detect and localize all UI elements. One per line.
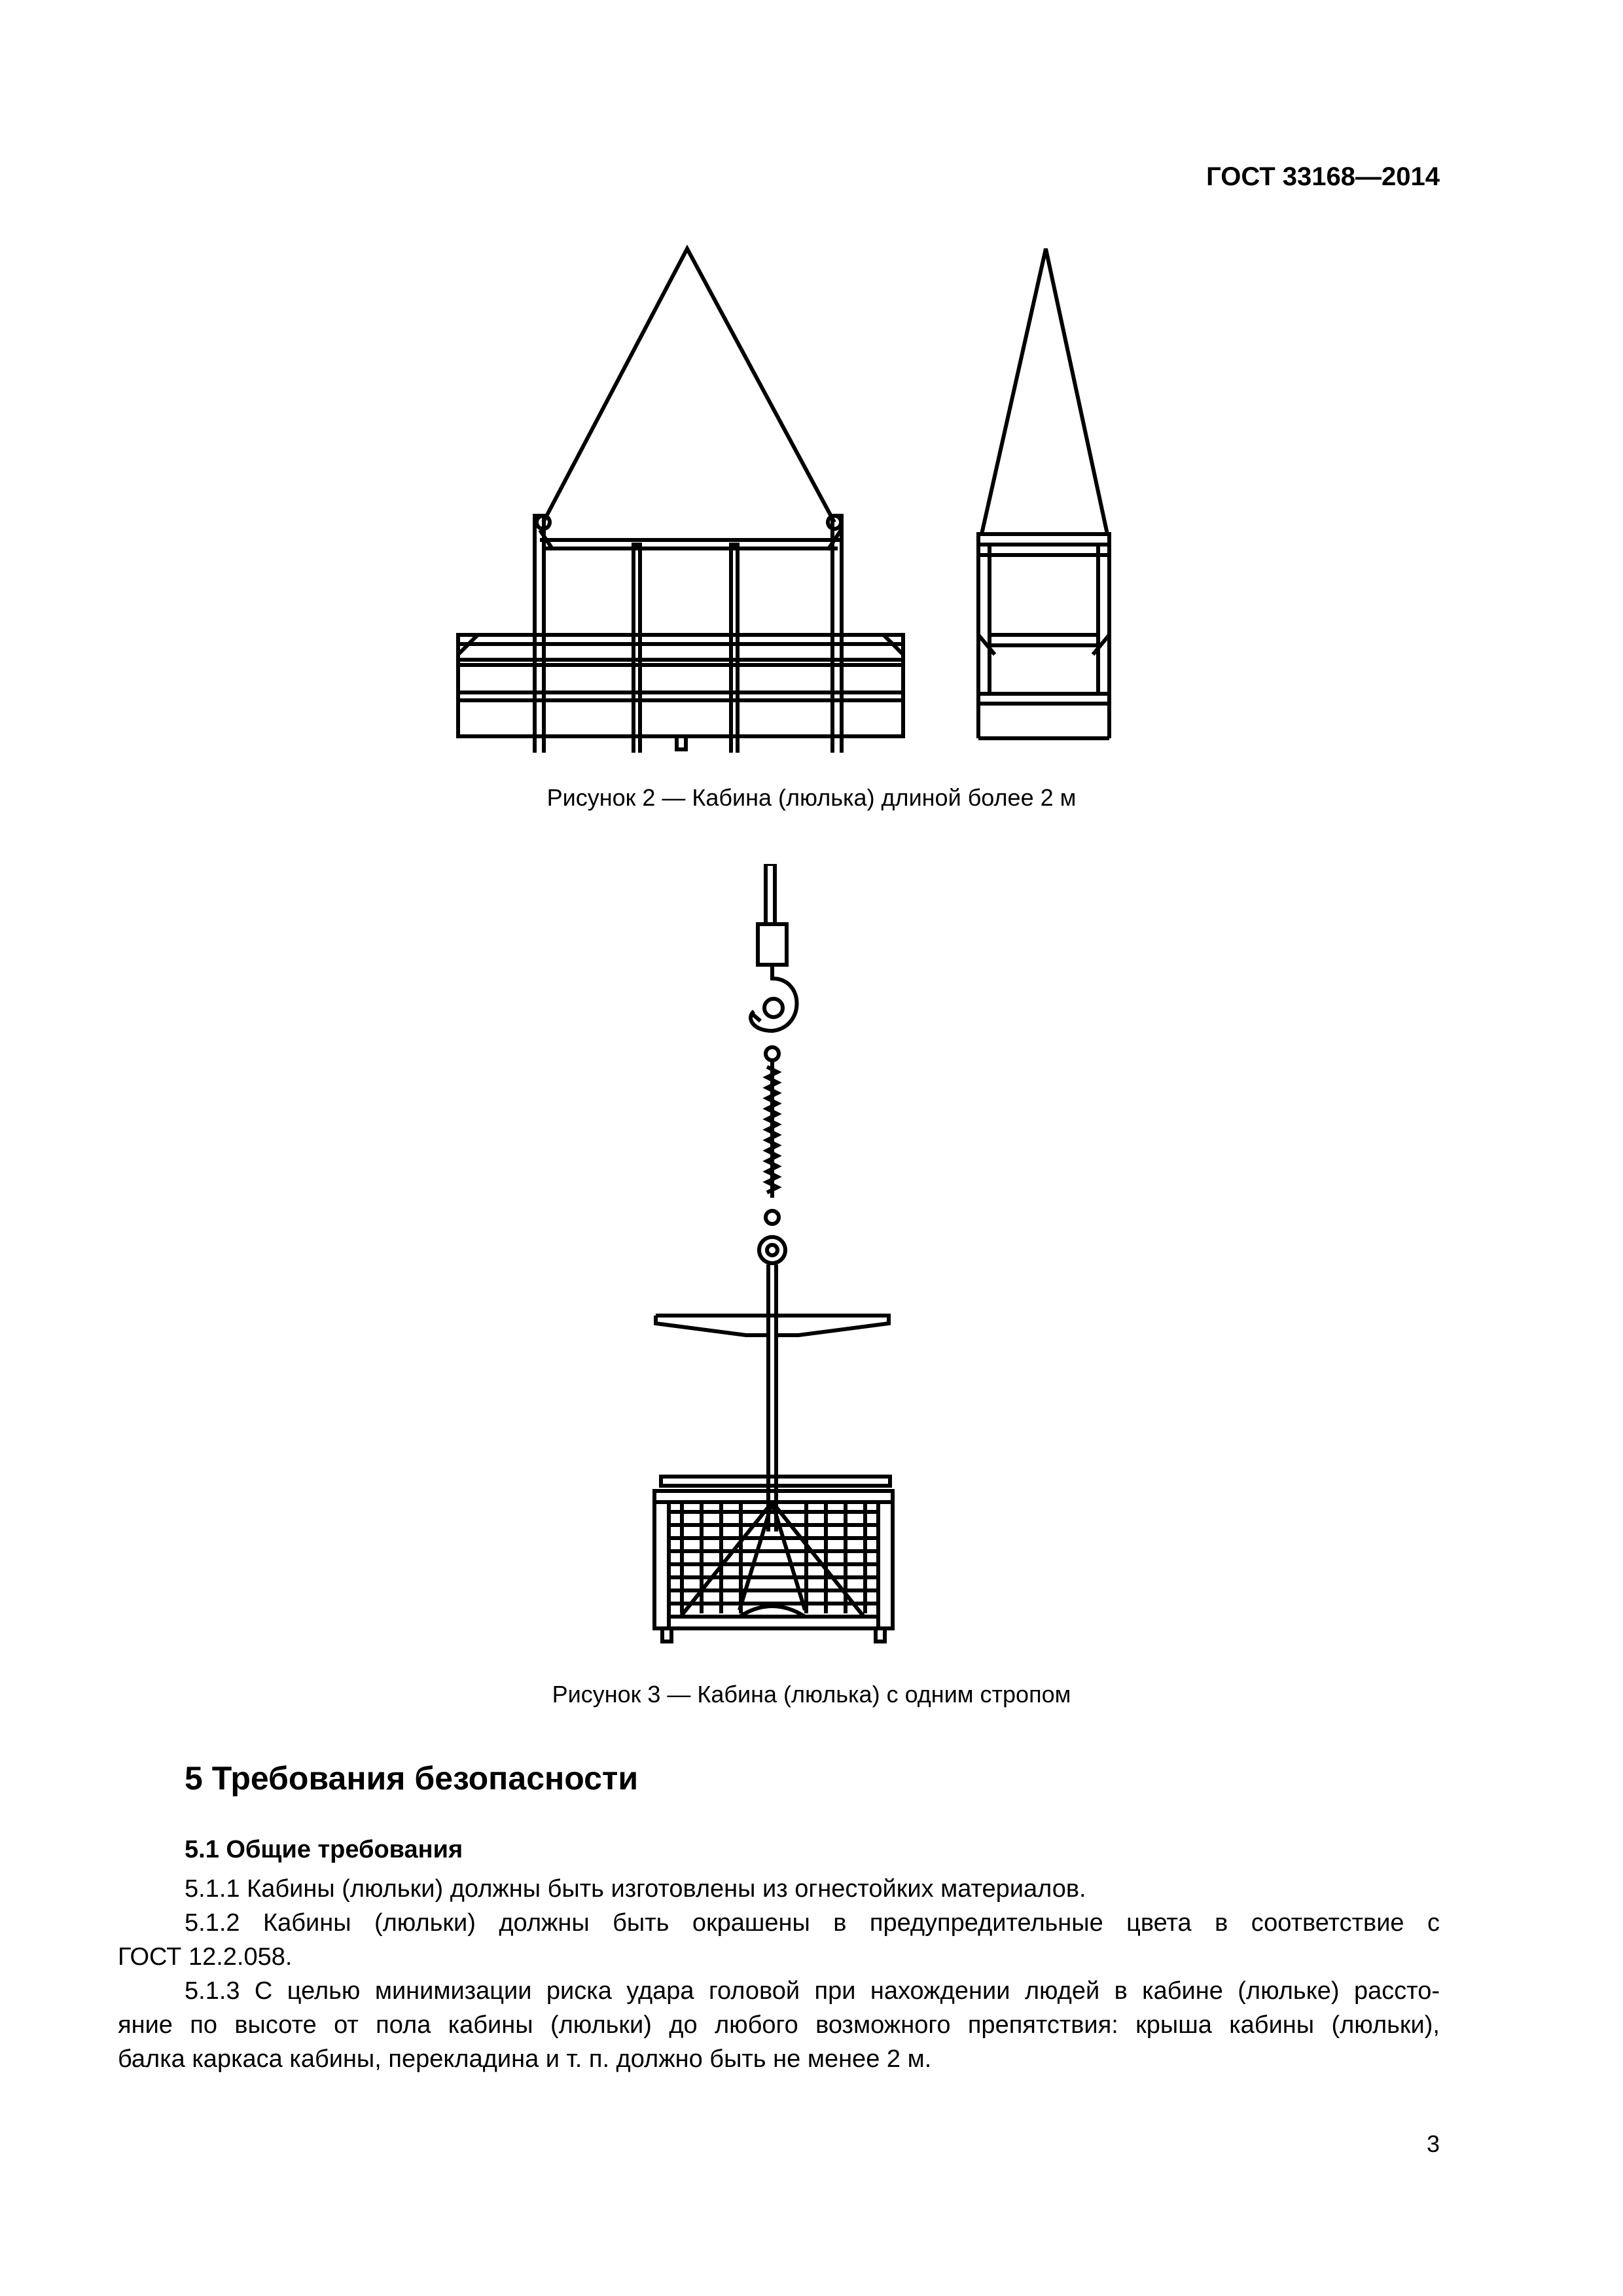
subsection-5-1-heading: 5.1 Общие требования [185,1836,463,1863]
paragraph-5-1-3-line-2: яние по высоте от пола кабины (люльки) до любого возможного препятствия: крыша кабины (люльки), [118,2011,1440,2039]
section-5-heading: 5 Требования безопасности [185,1760,639,1797]
figure-3-suspension [656,864,889,1532]
paragraph-5-1-2-line-1: 5.1.2 Кабины (люльки) должны быть окрашены в предупредительные цвета в соответствие с [185,1909,1440,1937]
figure-3-drawing [641,864,929,1649]
figure-3-caption: Рисунок 3 — Кабина (люлька) с одним стропом [552,1681,1071,1708]
figure-3-cabin [654,1477,893,1641]
document-code: ГОСТ 33168—2014 [1206,162,1440,191]
figure-2-drawing [445,242,1126,753]
paragraph-5-1-3-line-3: балка каркаса кабины, перекладина и т. п. должно быть не менее 2 м. [118,2045,932,2073]
paragraph-5-1-3-line-1: 5.1.3 С целью минимизации риска удара головой при нахождении людей в кабине (люльке) рассто- [185,1977,1440,2005]
paragraph-5-1-2-line-2: ГОСТ 12.2.058. [118,1943,293,1971]
figure-2-caption: Рисунок 2 — Кабина (люлька) длиной более 2 м [546,784,1077,811]
paragraph-5-1-1: 5.1.1 Кабины (люльки) должны быть изготовлены из огнестойких материалов. [185,1875,1086,1903]
figure-2-side-view [978,249,1109,738]
page-number: 3 [1426,2130,1440,2157]
figure-2-front-view [458,249,903,753]
